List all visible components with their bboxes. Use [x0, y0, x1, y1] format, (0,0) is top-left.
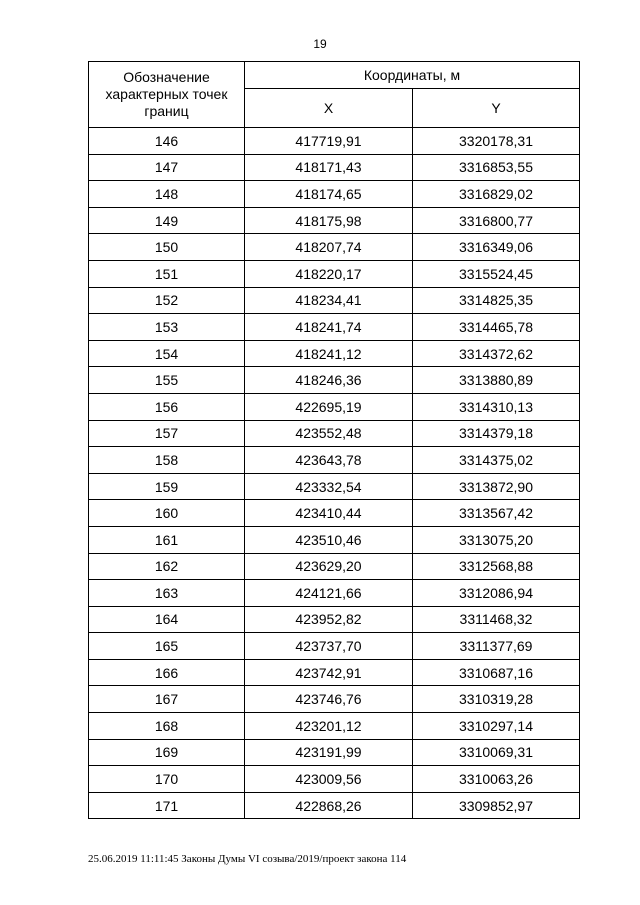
point-cell: 167 [89, 686, 245, 713]
table-row [89, 234, 580, 261]
point-cell: 170 [89, 766, 245, 793]
table-row [89, 686, 580, 713]
table-row [89, 766, 580, 793]
y-cell: 3320178,31 [413, 128, 580, 155]
y-cell: 3314310,13 [413, 393, 580, 420]
point-cell: 169 [89, 739, 245, 766]
x-cell: 423629,20 [245, 553, 413, 580]
y-cell: 3311468,32 [413, 606, 580, 633]
x-cell: 418220,17 [245, 260, 413, 287]
point-cell: 154 [89, 340, 245, 367]
table-row [89, 792, 580, 819]
y-cell: 3316829,02 [413, 181, 580, 208]
table-row [89, 207, 580, 234]
table-row [89, 447, 580, 474]
y-cell: 3314825,35 [413, 287, 580, 314]
table-row [89, 314, 580, 341]
point-cell: 163 [89, 580, 245, 607]
y-cell: 3316800,77 [413, 207, 580, 234]
x-cell: 423552,48 [245, 420, 413, 447]
footer-stamp: 25.06.2019 11:11:45 Законы Думы VI созыва/2019/проект закона 114 [88, 853, 407, 865]
x-cell: 424121,66 [245, 580, 413, 607]
point-cell: 165 [89, 633, 245, 660]
x-cell: 423201,12 [245, 713, 413, 740]
x-cell: 417719,91 [245, 128, 413, 155]
table-row [89, 526, 580, 553]
table-row [89, 181, 580, 208]
y-cell: 3314379,18 [413, 420, 580, 447]
point-cell: 161 [89, 526, 245, 553]
y-cell: 3313075,20 [413, 526, 580, 553]
x-cell: 423742,91 [245, 659, 413, 686]
x-cell: 423737,70 [245, 633, 413, 660]
y-cell: 3313880,89 [413, 367, 580, 394]
table-row [89, 606, 580, 633]
y-cell: 3314375,02 [413, 447, 580, 474]
y-cell: 3310297,14 [413, 713, 580, 740]
x-cell: 423746,76 [245, 686, 413, 713]
point-cell: 152 [89, 287, 245, 314]
point-cell: 147 [89, 154, 245, 181]
table-row [89, 287, 580, 314]
header-coordinates: Координаты, м [245, 62, 580, 89]
point-cell: 160 [89, 500, 245, 527]
x-cell: 423332,54 [245, 473, 413, 500]
y-cell: 3315524,45 [413, 260, 580, 287]
table-row [89, 713, 580, 740]
x-cell: 418234,41 [245, 287, 413, 314]
page-number: 19 [313, 37, 327, 51]
y-cell: 3311377,69 [413, 633, 580, 660]
x-cell: 418246,36 [245, 367, 413, 394]
x-cell: 423952,82 [245, 606, 413, 633]
point-cell: 171 [89, 792, 245, 819]
y-cell: 3312086,94 [413, 580, 580, 607]
y-cell: 3316349,06 [413, 234, 580, 261]
table-body [89, 128, 580, 819]
point-cell: 164 [89, 606, 245, 633]
point-cell: 157 [89, 420, 245, 447]
table-row [89, 128, 580, 155]
y-cell: 3313567,42 [413, 500, 580, 527]
point-cell: 146 [89, 128, 245, 155]
y-cell: 3310319,28 [413, 686, 580, 713]
point-cell: 149 [89, 207, 245, 234]
y-cell: 3310069,31 [413, 739, 580, 766]
y-cell: 3309852,97 [413, 792, 580, 819]
y-cell: 3313872,90 [413, 473, 580, 500]
table-row [89, 633, 580, 660]
table-row [89, 260, 580, 287]
x-cell: 418241,12 [245, 340, 413, 367]
x-cell: 418207,74 [245, 234, 413, 261]
header-point-designation: Обозначение характерных точек границ [89, 62, 245, 128]
x-cell: 418175,98 [245, 207, 413, 234]
x-cell: 423009,56 [245, 766, 413, 793]
x-cell: 423510,46 [245, 526, 413, 553]
x-cell: 418174,65 [245, 181, 413, 208]
table-row [89, 739, 580, 766]
x-cell: 422695,19 [245, 393, 413, 420]
point-cell: 158 [89, 447, 245, 474]
point-cell: 156 [89, 393, 245, 420]
header-x: X [245, 89, 413, 128]
point-cell: 151 [89, 260, 245, 287]
table-row [89, 393, 580, 420]
point-cell: 166 [89, 659, 245, 686]
point-cell: 148 [89, 181, 245, 208]
table-row [89, 340, 580, 367]
y-cell: 3312568,88 [413, 553, 580, 580]
table-row [89, 473, 580, 500]
point-cell: 155 [89, 367, 245, 394]
point-cell: 153 [89, 314, 245, 341]
table-row [89, 154, 580, 181]
coordinates-table [88, 61, 580, 819]
table-row [89, 553, 580, 580]
x-cell: 423410,44 [245, 500, 413, 527]
x-cell: 418241,74 [245, 314, 413, 341]
header-y: Y [413, 89, 580, 128]
table-row [89, 580, 580, 607]
x-cell: 423643,78 [245, 447, 413, 474]
x-cell: 423191,99 [245, 739, 413, 766]
table-row [89, 420, 580, 447]
point-cell: 159 [89, 473, 245, 500]
point-cell: 162 [89, 553, 245, 580]
y-cell: 3310063,26 [413, 766, 580, 793]
point-cell: 150 [89, 234, 245, 261]
y-cell: 3310687,16 [413, 659, 580, 686]
table-row [89, 500, 580, 527]
point-cell: 168 [89, 713, 245, 740]
y-cell: 3314465,78 [413, 314, 580, 341]
table-row [89, 659, 580, 686]
table-row [89, 367, 580, 394]
x-cell: 422868,26 [245, 792, 413, 819]
y-cell: 3316853,55 [413, 154, 580, 181]
x-cell: 418171,43 [245, 154, 413, 181]
y-cell: 3314372,62 [413, 340, 580, 367]
